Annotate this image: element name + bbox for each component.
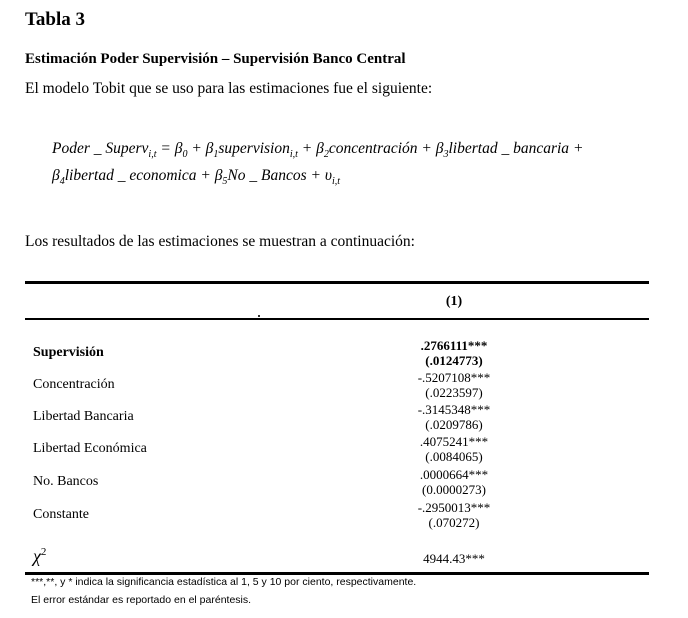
std-error: (.0124773) (425, 353, 483, 368)
std-error-note: El error estándar es reportado en el paréntesis. (31, 594, 252, 606)
row-label-libertad-bancaria: Libertad Bancaria (33, 409, 134, 424)
equation-line-2: $\beta_4libertad$ _ economica + $\beta_5No$ _ $Bancos + \upsilon_{i,t}$ (52, 167, 341, 187)
row-label-constante: Constante (33, 507, 89, 522)
row-value-libertad-bancaria (400, 402, 508, 432)
model-intro-text: El modelo Tobit que se uso para las estimaciones fue el siguiente: (25, 80, 433, 97)
column-header: (1) (445, 294, 463, 309)
table-title: Tabla 3 (25, 9, 86, 30)
table-subtitle: Estimación Poder Supervisión – Supervisión Banco Central (25, 51, 406, 67)
row-value-libertad-economica (400, 434, 508, 464)
row-label-concentracion: Concentración (33, 377, 115, 392)
table-header-rule (25, 318, 649, 320)
significance-note: ***,**, y * indica la significancia estadística al 1, 5 y 10 por ciento, respectivamente. (31, 576, 417, 588)
table-top-rule (25, 281, 649, 284)
results-intro-text: Los resultados de las estimaciones se muestran a continuación: (25, 233, 415, 250)
row-label-no-bancos: No. Bancos (33, 474, 99, 489)
std-error: (.0223597) (425, 385, 483, 400)
coef: .0000664*** (419, 467, 489, 482)
std-error: (0.0000273) (422, 482, 486, 497)
row-value-no-bancos (400, 467, 508, 497)
std-error: (.070272) (428, 515, 480, 530)
coef: -.2950013*** (417, 500, 491, 515)
row-value-supervision (400, 338, 508, 368)
std-error: (.0209786) (425, 417, 483, 432)
coef: .4075241*** (419, 434, 489, 449)
equation-line-1: Poder _ Superv$_{i,t}$ = $\beta_0$ + $\beta_1supervision_{i,t}$ + $\beta_2concentración$ + $\beta_3libertad$ _ bancaria + (52, 140, 584, 160)
chi-square-value: 4944.43*** (423, 551, 485, 566)
row-value-constante (400, 500, 508, 530)
coef: .2766111*** (420, 338, 488, 353)
row-value-concentracion (400, 370, 508, 400)
std-error: (.0084065) (425, 449, 483, 464)
row-label-supervision: Supervisión (33, 345, 104, 360)
stray-dot (258, 315, 260, 317)
row-label-libertad-economica: Libertad Económica (33, 441, 147, 456)
coef: -.5207108*** (417, 370, 491, 385)
chi-square-label: $\chi^2$ (33, 546, 47, 566)
coef: -.3145348*** (417, 402, 491, 417)
table-bottom-rule (25, 572, 649, 575)
